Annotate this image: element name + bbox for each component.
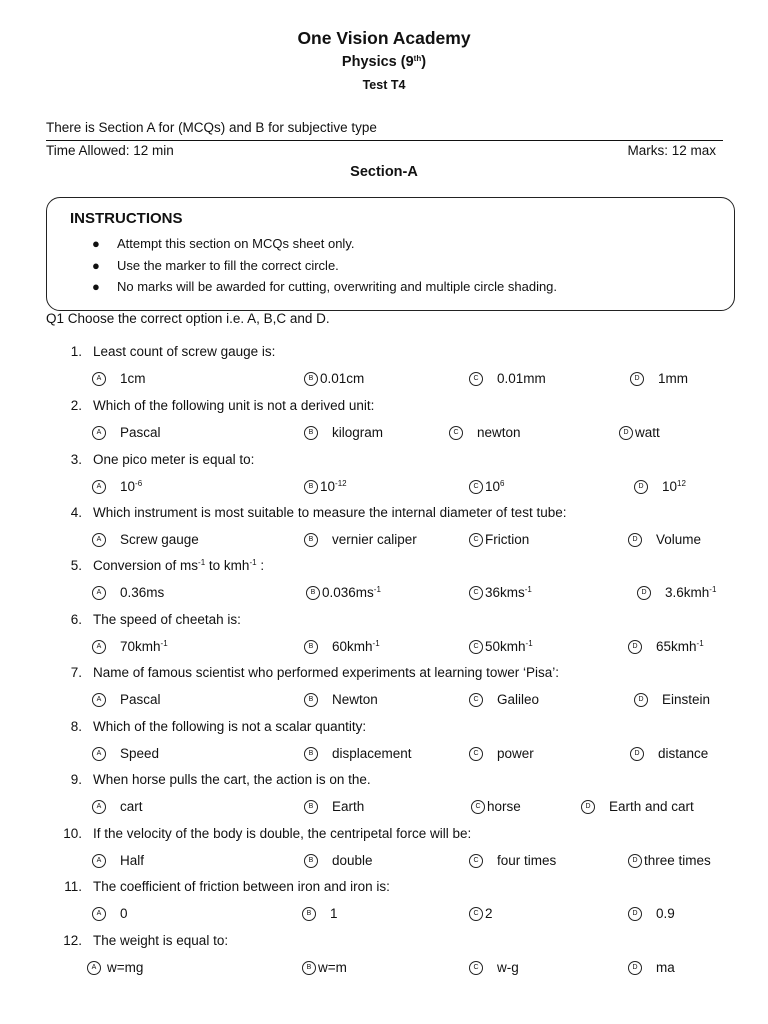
answer-circle-icon[interactable]: D [628,907,642,921]
option-a[interactable] [92,532,199,547]
option-d[interactable] [630,746,708,761]
option-a[interactable] [92,746,159,761]
option-a[interactable] [92,371,146,386]
answer-circle-icon[interactable]: C [469,961,483,975]
subject-text: Physics (9 [341,54,414,70]
answer-circle-icon[interactable]: C [449,426,463,440]
question-text [93,933,228,948]
option-d[interactable] [581,799,694,814]
option-a[interactable] [92,639,168,654]
option-a[interactable] [92,799,143,814]
option-c[interactable] [469,960,519,975]
option-text: 3.6kmh [665,585,710,600]
question-text [93,719,366,734]
option-c[interactable] [449,425,521,440]
answer-circle-icon[interactable]: A [92,907,106,921]
question-intro: Q1 Choose the correct option i.e. A, B,C and D. [46,311,330,326]
option-label [320,371,364,386]
option-a[interactable] [87,960,143,975]
option-label [656,639,704,654]
bullet-icon: ● [92,236,100,251]
instructions-heading: INSTRUCTIONS [70,210,183,227]
question-text: The coefficient of friction between iron and iron is: [93,879,390,894]
answer-circle-icon[interactable]: B [306,586,320,600]
option-a[interactable] [92,906,128,921]
answer-circle-icon[interactable]: A [92,533,106,547]
option-superscript: -1 [160,639,168,648]
option-a[interactable] [92,479,142,494]
option-text: 0.01mm [497,371,546,386]
option-label [120,746,159,761]
option-b[interactable] [304,479,347,494]
option-d[interactable] [628,853,711,868]
question-number: 9. [70,772,82,787]
option-a[interactable] [92,425,161,440]
option-label [656,906,675,921]
question-text [93,879,390,894]
option-text: Half [120,853,145,868]
option-text: 70kmh [120,639,161,654]
option-label [658,371,688,386]
answer-circle-icon[interactable]: A [92,426,106,440]
question-text: : [256,558,265,573]
option-d[interactable] [630,371,688,386]
answer-circle-icon[interactable]: A [92,854,106,868]
answer-circle-icon[interactable]: D [634,693,648,707]
answer-circle-icon[interactable]: C [469,693,483,707]
answer-circle-icon[interactable]: B [304,372,318,386]
answer-circle-icon[interactable]: A [92,586,106,600]
academy-title: One Vision Academy [297,28,471,48]
option-text: Pascal [120,425,161,440]
question-superscript: -1 [198,558,206,567]
answer-circle-icon[interactable]: C [469,854,483,868]
option-text: 0.36ms [120,585,165,600]
option-c[interactable] [469,532,529,547]
answer-circle-icon[interactable]: B [302,961,316,975]
max-marks: Marks: 12 max [627,143,716,158]
option-label [635,425,660,440]
option-text: ma [656,960,675,975]
option-label [332,532,417,547]
option-text: 1cm [120,371,146,386]
option-label [656,960,675,975]
answer-circle-icon[interactable]: B [304,693,318,707]
option-label [332,692,378,707]
option-text: Screw gauge [120,532,199,547]
question-text: If the velocity of the body is double, the centripetal force will be: [93,826,472,841]
answer-circle-icon[interactable]: D [630,747,644,761]
question-text: When horse pulls the cart, the action is on the. [93,772,371,787]
question-text [93,826,471,841]
question-text: Least count of screw gauge is: [93,344,276,359]
answer-circle-icon[interactable]: C [469,907,483,921]
option-label [120,585,164,600]
question-number: 5. [70,558,82,573]
subject-title [0,54,768,70]
instruction-item: Use the marker to fill the correct circle. [117,258,339,273]
option-text: Galileo [497,692,540,707]
question-number: 12. [63,933,82,948]
option-text: 10 [485,479,501,494]
question-text [93,398,374,413]
option-superscript: -1 [525,639,533,648]
option-text: 10 [120,479,136,494]
option-text: 1 [330,906,338,921]
question-text: The speed of cheetah is: [93,612,241,627]
option-d[interactable] [628,960,675,975]
option-text: kilogram [332,425,384,440]
option-text: Earth [332,799,365,814]
question-number: 6. [70,612,82,627]
answer-circle-icon[interactable]: D [581,800,595,814]
option-label [322,585,381,600]
answer-circle-icon[interactable]: D [630,372,644,386]
instruction-item: Attempt this section on MCQs sheet only. [117,236,355,251]
option-text: w=m [318,960,347,975]
option-d[interactable] [634,692,710,707]
question-text: Conversion of ms [93,558,199,573]
question-text [93,558,264,573]
option-label [332,799,364,814]
option-text: Newton [332,692,378,707]
instruction-item: No marks will be awarded for cutting, overwriting and multiple circle shading. [117,279,558,294]
option-c[interactable] [469,853,556,868]
option-d[interactable] [634,479,686,494]
answer-circle-icon[interactable]: B [304,533,318,547]
question-number: 8. [70,719,82,734]
answer-circle-icon[interactable]: D [628,533,642,547]
section-info: There is Section A for (MCQs) and B for subjective type [46,120,377,135]
option-b[interactable] [304,692,378,707]
option-label [487,799,521,814]
option-superscript: 12 [677,479,686,488]
question-number: 10. [63,826,82,841]
question-text [93,344,275,359]
option-a[interactable] [92,692,161,707]
option-label [330,906,338,921]
option-c[interactable] [469,906,493,921]
option-text: 0.01cm [320,371,365,386]
test-name: Test T4 [362,78,406,92]
question-text [93,505,566,520]
option-label [485,639,533,654]
answer-circle-icon[interactable]: C [469,480,483,494]
answer-circle-icon[interactable]: A [92,640,106,654]
answer-circle-icon[interactable]: C [469,586,483,600]
option-label [485,906,493,921]
option-label [120,479,142,494]
option-c[interactable] [469,692,539,707]
header-divider [46,140,723,141]
option-d[interactable] [628,532,701,547]
question-text: Name of famous scientist who performed experiments at learning tower ‘Pisa’: [93,665,559,680]
option-label [120,371,146,386]
option-b[interactable] [306,585,381,600]
answer-circle-icon[interactable]: D [619,426,633,440]
option-label [656,532,701,547]
option-b[interactable] [304,853,373,868]
option-b[interactable] [302,906,338,921]
answer-circle-icon[interactable]: B [302,907,316,921]
option-text: 2 [485,906,493,921]
option-label [120,906,128,921]
answer-circle-icon[interactable]: C [469,640,483,654]
option-superscript: -12 [335,479,347,488]
option-label [107,960,143,975]
option-label [485,479,504,494]
option-label [609,799,694,814]
option-label [662,692,710,707]
option-label [658,746,708,761]
option-text: vernier caliper [332,532,417,547]
option-c[interactable] [471,799,521,814]
question-text: One pico meter is equal to: [93,452,255,467]
question-text: Which of the following is not a scalar quantity: [93,719,367,734]
option-c[interactable] [469,371,546,386]
option-label [497,746,534,761]
answer-circle-icon[interactable]: B [304,426,318,440]
option-text: Earth and cart [609,799,694,814]
option-label [332,425,383,440]
option-label [662,479,686,494]
time-allowed: Time Allowed: 12 min [46,143,174,158]
option-text: cart [120,799,143,814]
option-label [497,692,539,707]
question-text: to kmh [205,558,250,573]
option-text: distance [658,746,709,761]
option-c[interactable] [469,639,533,654]
option-label [497,960,519,975]
option-label [120,532,199,547]
answer-circle-icon[interactable]: A [87,961,101,975]
answer-circle-icon[interactable]: C [469,372,483,386]
option-text: 10 [320,479,336,494]
answer-circle-icon[interactable]: B [304,480,318,494]
option-a[interactable] [92,585,164,600]
option-superscript: -1 [696,639,704,648]
option-text: 10 [662,479,678,494]
option-d[interactable] [628,639,704,654]
option-superscript: -1 [372,639,380,648]
option-text: 60kmh [332,639,373,654]
bullet-icon: ● [92,279,100,294]
answer-circle-icon[interactable]: B [304,800,318,814]
option-text: power [497,746,534,761]
answer-circle-icon[interactable]: D [628,961,642,975]
option-superscript: -1 [709,585,717,594]
option-superscript: -6 [135,479,143,488]
option-text: 50kmh [485,639,526,654]
answer-circle-icon[interactable]: C [469,747,483,761]
question-text: Which of the following unit is not a derived unit: [93,398,375,413]
option-d[interactable] [619,425,660,440]
answer-circle-icon[interactable]: A [92,480,106,494]
option-b[interactable] [304,799,364,814]
option-text: Friction [485,532,530,547]
option-label [120,639,168,654]
option-text: 36kms [485,585,525,600]
option-text: displacement [332,746,412,761]
question-text [93,772,371,787]
option-text: three times [644,853,711,868]
option-superscript: -1 [524,585,532,594]
section-title: Section-A [350,164,418,180]
option-text: 0.9 [656,906,675,921]
option-text: Speed [120,746,160,761]
option-label [120,853,144,868]
option-label [320,479,347,494]
option-label [318,960,347,975]
option-text: 0.036ms [322,585,374,600]
answer-circle-icon[interactable]: A [92,372,106,386]
option-label [332,639,380,654]
question-superscript: -1 [249,558,257,567]
answer-circle-icon[interactable]: D [637,586,651,600]
option-label [644,853,711,868]
option-text: Volume [656,532,702,547]
option-label [120,799,143,814]
option-c[interactable] [469,746,534,761]
question-number: 2. [70,398,82,413]
question-number: 3. [70,452,82,467]
option-text: Einstein [662,692,711,707]
option-superscript: -1 [373,585,381,594]
question-number: 4. [70,505,82,520]
option-b[interactable] [304,746,412,761]
question-text [93,612,241,627]
option-label [120,425,161,440]
option-label [497,371,546,386]
question-text: Which instrument is most suitable to measure the internal diameter of test tube: [93,505,567,520]
option-b[interactable] [302,960,347,975]
answer-circle-icon[interactable]: B [304,854,318,868]
bullet-icon: ● [92,258,100,273]
answer-circle-icon[interactable]: D [634,480,648,494]
option-label [332,746,412,761]
option-d[interactable] [628,906,675,921]
option-text: newton [477,425,521,440]
option-b[interactable] [304,639,380,654]
option-superscript: 6 [500,479,505,488]
option-text: 65kmh [656,639,697,654]
option-text: horse [487,799,521,814]
option-text: w-g [497,960,519,975]
option-label [485,585,532,600]
answer-circle-icon[interactable]: A [92,800,106,814]
option-label [120,692,161,707]
answer-circle-icon[interactable]: B [304,747,318,761]
answer-circle-icon[interactable]: D [628,640,642,654]
option-text: Pascal [120,692,161,707]
option-text: 0 [120,906,128,921]
answer-circle-icon[interactable]: D [628,854,642,868]
option-b[interactable] [304,532,417,547]
question-number: 1. [70,344,82,359]
question-text [93,665,559,680]
option-a[interactable] [92,853,144,868]
option-c[interactable] [469,585,532,600]
question-text: The weight is equal to: [93,933,229,948]
option-text: four times [497,853,557,868]
answer-circle-icon[interactable]: A [92,747,106,761]
option-text: 1mm [658,371,688,386]
option-text: w=mg [107,960,144,975]
option-text: watt [635,425,660,440]
option-d[interactable] [637,585,716,600]
answer-circle-icon[interactable]: B [304,640,318,654]
answer-circle-icon[interactable]: A [92,693,106,707]
option-label [477,425,521,440]
question-number: 11. [64,879,82,894]
answer-circle-icon[interactable]: C [469,533,483,547]
option-b[interactable] [304,425,383,440]
option-label [665,585,716,600]
answer-circle-icon[interactable]: C [471,800,485,814]
option-b[interactable] [304,371,364,386]
option-c[interactable] [469,479,504,494]
option-label [485,532,529,547]
subject-close: ) [421,54,427,70]
subject-superscript: th [413,54,422,63]
question-text [93,452,254,467]
option-label [497,853,556,868]
option-label [332,853,373,868]
question-number: 7. [70,665,82,680]
option-text: double [332,853,373,868]
